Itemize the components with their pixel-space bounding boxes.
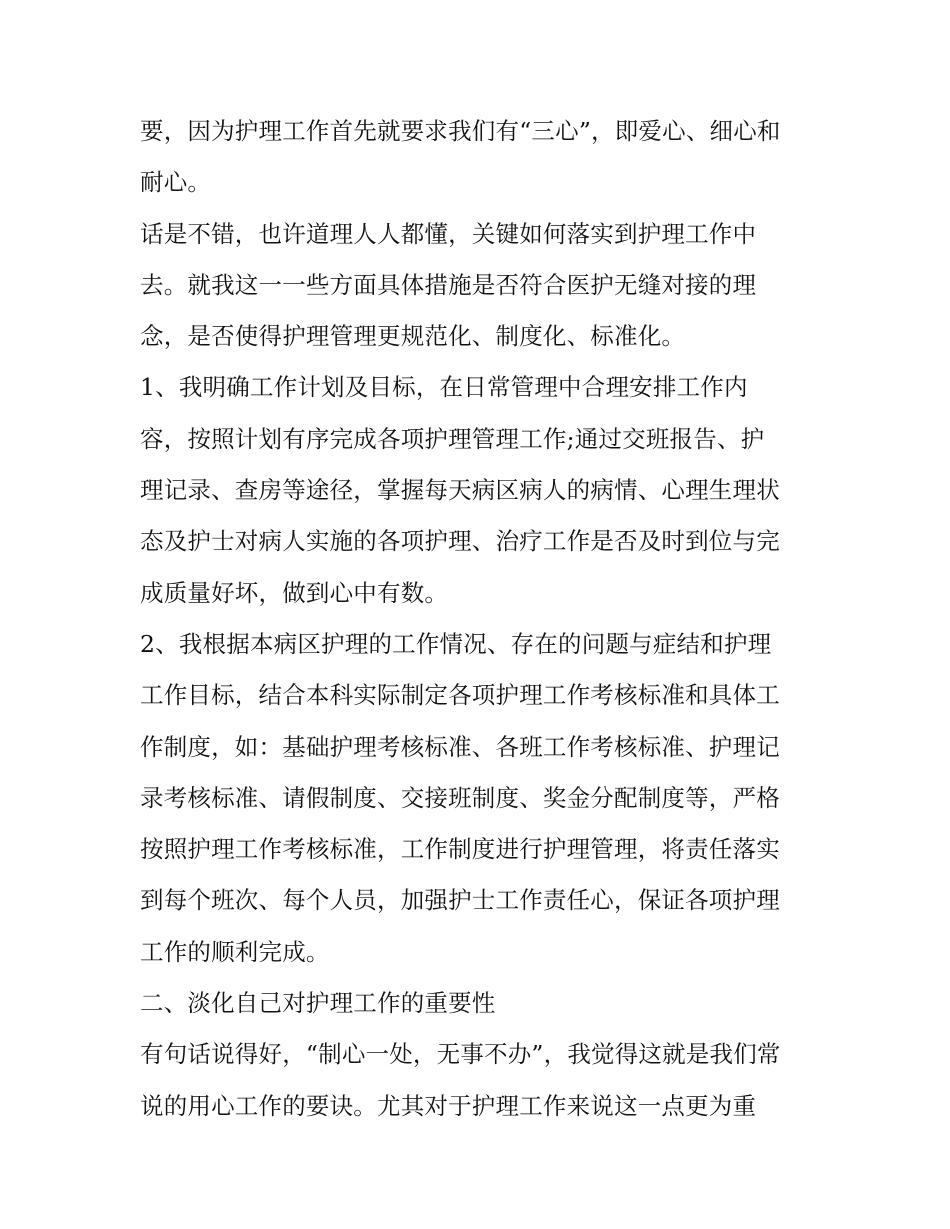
text-line: 到每个班次、每个人员，加强护士工作责任心，保证各项护理 bbox=[140, 886, 780, 915]
text-line: 有句话说得好，“制心一处，无事不办”，我觉得这就是我们常 bbox=[140, 1040, 781, 1069]
text-line: 工作的顺利完成。 bbox=[140, 937, 330, 966]
section-heading: 二、淡化自己对护理工作的重要性 bbox=[140, 989, 496, 1018]
text-line: 1、我明确工作计划及目标，在日常管理中合理安排工作内 bbox=[140, 373, 748, 402]
text-line: 按照护理工作考核标准，工作制度进行护理管理，将责任落实 bbox=[140, 835, 780, 864]
text-line: 工作目标，结合本科实际制定各项护理工作考核标准和具体工 bbox=[140, 681, 780, 710]
text-line: 要，因为护理工作首先就要求我们有“三心”，即爱心、细心和 bbox=[140, 117, 781, 145]
text-line: 成质量好坏，做到心中有数。 bbox=[140, 578, 449, 607]
text-line: 去。就我这一一些方面具体措施是否符合医护无缝对接的理 bbox=[140, 270, 757, 299]
text-line: 念，是否使得护理管理更规范化、制度化、标准化。 bbox=[140, 322, 686, 351]
text-line: 态及护士对病人实施的各项护理、治疗工作是否及时到位与完 bbox=[140, 527, 780, 556]
text-line: 作制度，如：基础护理考核标准、各班工作考核标准、护理记 bbox=[140, 732, 780, 761]
text-line: 2、我根据本病区护理的工作情况、存在的问题与症结和护理 bbox=[140, 629, 772, 658]
text-line: 说的用心工作的要诀。尤其对于护理工作来说这一点更为重 bbox=[140, 1091, 757, 1120]
text-line: 理记录、查房等途径，掌握每天病区病人的病情、心理生理状 bbox=[140, 476, 780, 505]
text-line: 容，按照计划有序完成各项护理管理工作;通过交班报告、护 bbox=[140, 424, 765, 453]
text-line: 耐心。 bbox=[140, 168, 212, 197]
text-line: 录考核标准、请假制度、交接班制度、奖金分配制度等，严格 bbox=[140, 783, 780, 812]
document-body bbox=[140, 106, 820, 1132]
text-line: 话是不错，也许道理人人都懂，关键如何落实到护理工作中 bbox=[140, 219, 757, 248]
